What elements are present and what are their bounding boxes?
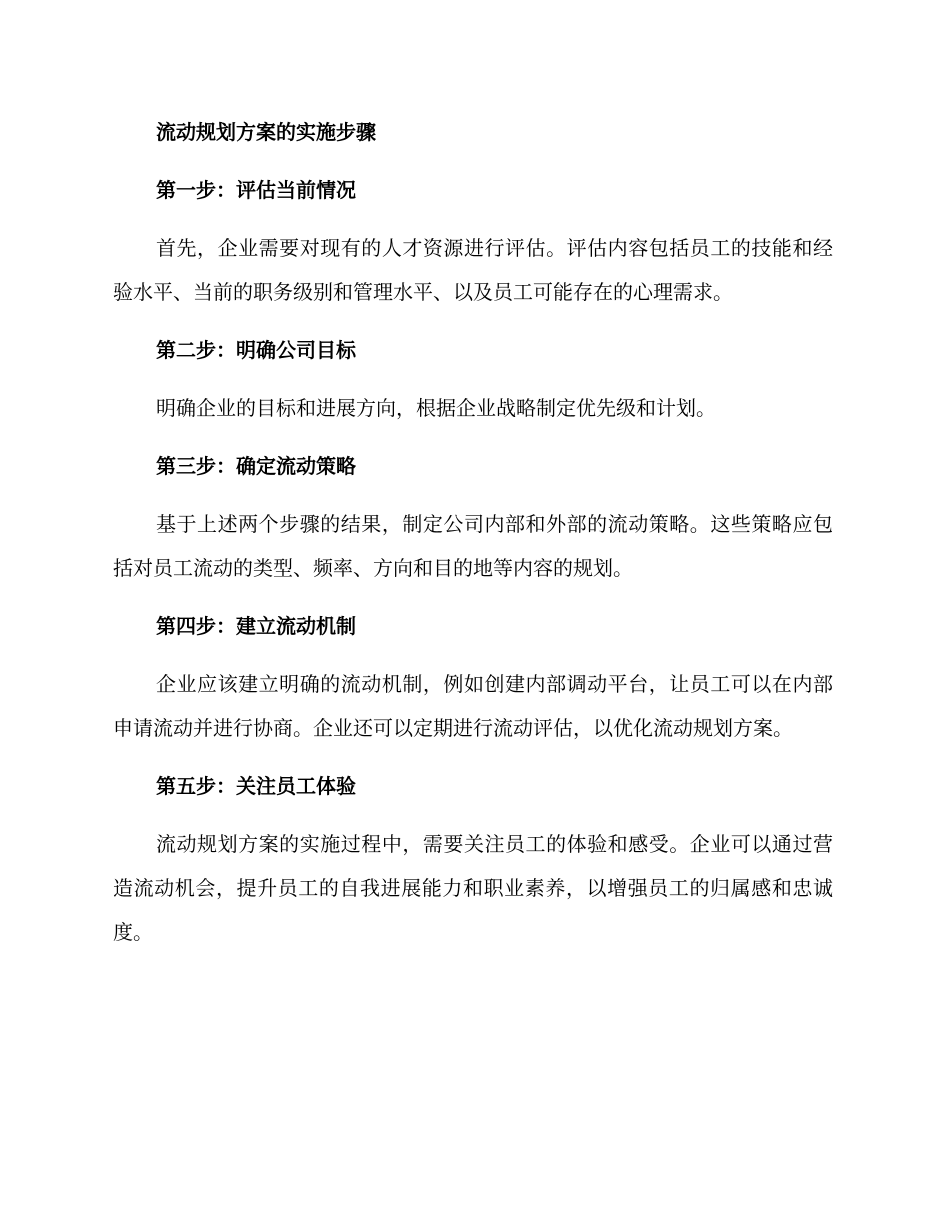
step-4-heading: 第四步：建立流动机制 <box>156 614 356 638</box>
step-4-paragraph: 企业应该建立明确的流动机制，例如创建内部调动平台，让员工可以在内部申请流动并进行协商。企业还可以定期进行流动评估，以优化流动规划方案。 <box>113 672 833 740</box>
step-2-paragraph: 明确企业的目标和进展方向，根据企业战略制定优先级和计划。 <box>156 396 716 420</box>
step-5-paragraph: 流动规划方案的实施过程中，需要关注员工的体验和感受。企业可以通过营造流动机会，提升员工的自我进展能力和职业素养，以增强员工的归属感和忠诚度。 <box>113 832 833 944</box>
document-title: 流动规划方案的实施步骤 <box>156 120 376 144</box>
step-3-paragraph: 基于上述两个步骤的结果，制定公司内部和外部的流动策略。这些策略应包括对员工流动的类型、频率、方向和目的地等内容的规划。 <box>113 512 833 580</box>
step-1-paragraph: 首先，企业需要对现有的人才资源进行评估。评估内容包括员工的技能和经验水平、当前的职务级别和管理水平、以及员工可能存在的心理需求。 <box>113 236 833 304</box>
step-1-heading: 第一步：评估当前情况 <box>156 178 356 202</box>
step-2-heading: 第二步：明确公司目标 <box>156 338 356 362</box>
step-3-heading: 第三步：确定流动策略 <box>156 454 356 478</box>
document-content <box>113 110 833 968</box>
step-5-heading: 第五步：关注员工体验 <box>156 774 356 798</box>
